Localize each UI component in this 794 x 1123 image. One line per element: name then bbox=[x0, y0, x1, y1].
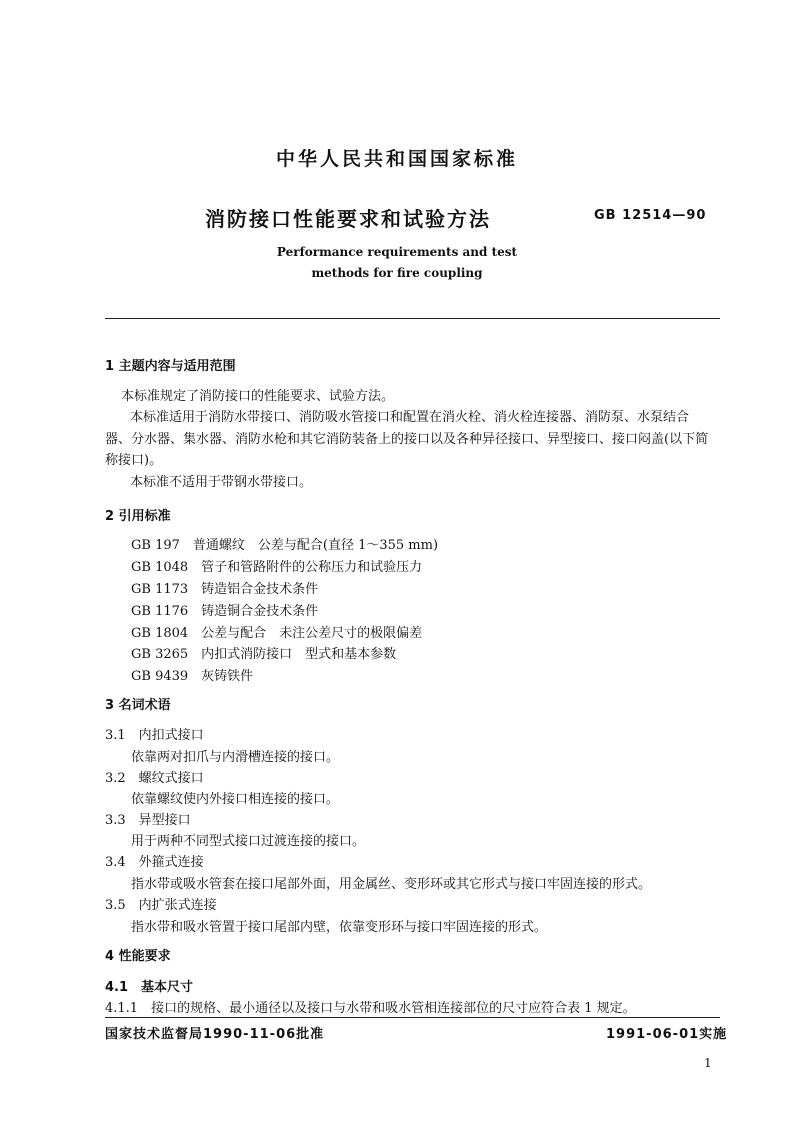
document-title-en-line2: methods for fire coupling bbox=[311, 266, 483, 280]
term-heading: 3.3 异型接口 bbox=[105, 813, 191, 828]
clause-4-1-1: 4.1.1 接口的规格、最小通径以及接口与水带和吸水管相连接部位的尺寸应符合表 1 规定。 bbox=[105, 1001, 636, 1016]
section-2-heading: 2 引用标准 bbox=[105, 509, 171, 524]
header-divider bbox=[105, 318, 720, 319]
section-1-para-2-line-2: 器、分水器、集水器、消防水枪和其它消防装备上的接口以及各种异径接口、异型接口、接口闷盖(以下简 bbox=[105, 432, 709, 447]
page-number: 1 bbox=[704, 1056, 712, 1070]
term-heading: 3.2 螺纹式接口 bbox=[105, 771, 204, 786]
term-definition: 指水带或吸水管套在接口尾部外面，用金属丝、变形环或其它形式与接口牢固连接的形式。 bbox=[131, 877, 652, 892]
subsection-4-1: 4.1 基本尺寸 bbox=[105, 980, 194, 995]
footer-divider bbox=[105, 1017, 720, 1018]
reference-item: GB 1176 铸造铜合金技术条件 bbox=[131, 604, 319, 619]
national-standard-title: 中华人民共和国国家标准 bbox=[275, 148, 518, 170]
reference-item: GB 1173 铸造铝合金技术条件 bbox=[131, 582, 319, 597]
term-heading: 3.1 内扣式接口 bbox=[105, 728, 204, 743]
document-title-en-line1: Performance requirements and test bbox=[276, 245, 518, 259]
document-title-cn: 消防接口性能要求和试验方法 bbox=[205, 207, 491, 231]
section-1-para-2-line-3: 称接口)。 bbox=[105, 453, 163, 468]
term-definition: 依靠螺纹使内外接口相连接的接口。 bbox=[131, 792, 340, 807]
reference-item: GB 1048 管子和管路附件的公称压力和试验压力 bbox=[131, 560, 423, 575]
implementation-date: 1991-06-01实施 bbox=[606, 1027, 728, 1042]
reference-item: GB 3265 内扣式消防接口 型式和基本参数 bbox=[131, 647, 397, 662]
reference-item: GB 9439 灰铸铁件 bbox=[131, 669, 254, 684]
standard-code: GB 12514—90 bbox=[594, 208, 707, 223]
term-heading: 3.4 外箍式连接 bbox=[105, 855, 204, 870]
section-1-para-1: 本标准规定了消防接口的性能要求、试验方法。 bbox=[121, 389, 395, 404]
section-4-heading: 4 性能要求 bbox=[105, 949, 171, 964]
term-definition: 指水带和吸水管置于接口尾部内壁，依靠变形环与接口牢固连接的形式。 bbox=[131, 920, 548, 935]
reference-item: GB 1804 公差与配合 未注公差尺寸的极限偏差 bbox=[131, 626, 423, 641]
section-3-heading: 3 名词术语 bbox=[105, 698, 171, 713]
term-definition: 依靠两对扣爪与内滑槽连接的接口。 bbox=[131, 750, 340, 765]
approval-date: 国家技术监督局1990-11-06批准 bbox=[105, 1027, 325, 1042]
section-1-para-2-line-1: 本标准适用于消防水带接口、消防吸水管接口和配置在消火栓、消火栓连接器、消防泵、水泵结合 bbox=[130, 410, 690, 425]
term-definition: 用于两种不同型式接口过渡连接的接口。 bbox=[131, 834, 366, 849]
reference-item: GB 197 普通螺纹 公差与配合(直径 1～355 mm) bbox=[131, 538, 439, 553]
section-1-para-3: 本标准不适用于带钢水带接口。 bbox=[130, 475, 313, 490]
section-1-heading: 1 主题内容与适用范围 bbox=[105, 359, 236, 374]
term-heading: 3.5 内扩张式连接 bbox=[105, 898, 217, 913]
